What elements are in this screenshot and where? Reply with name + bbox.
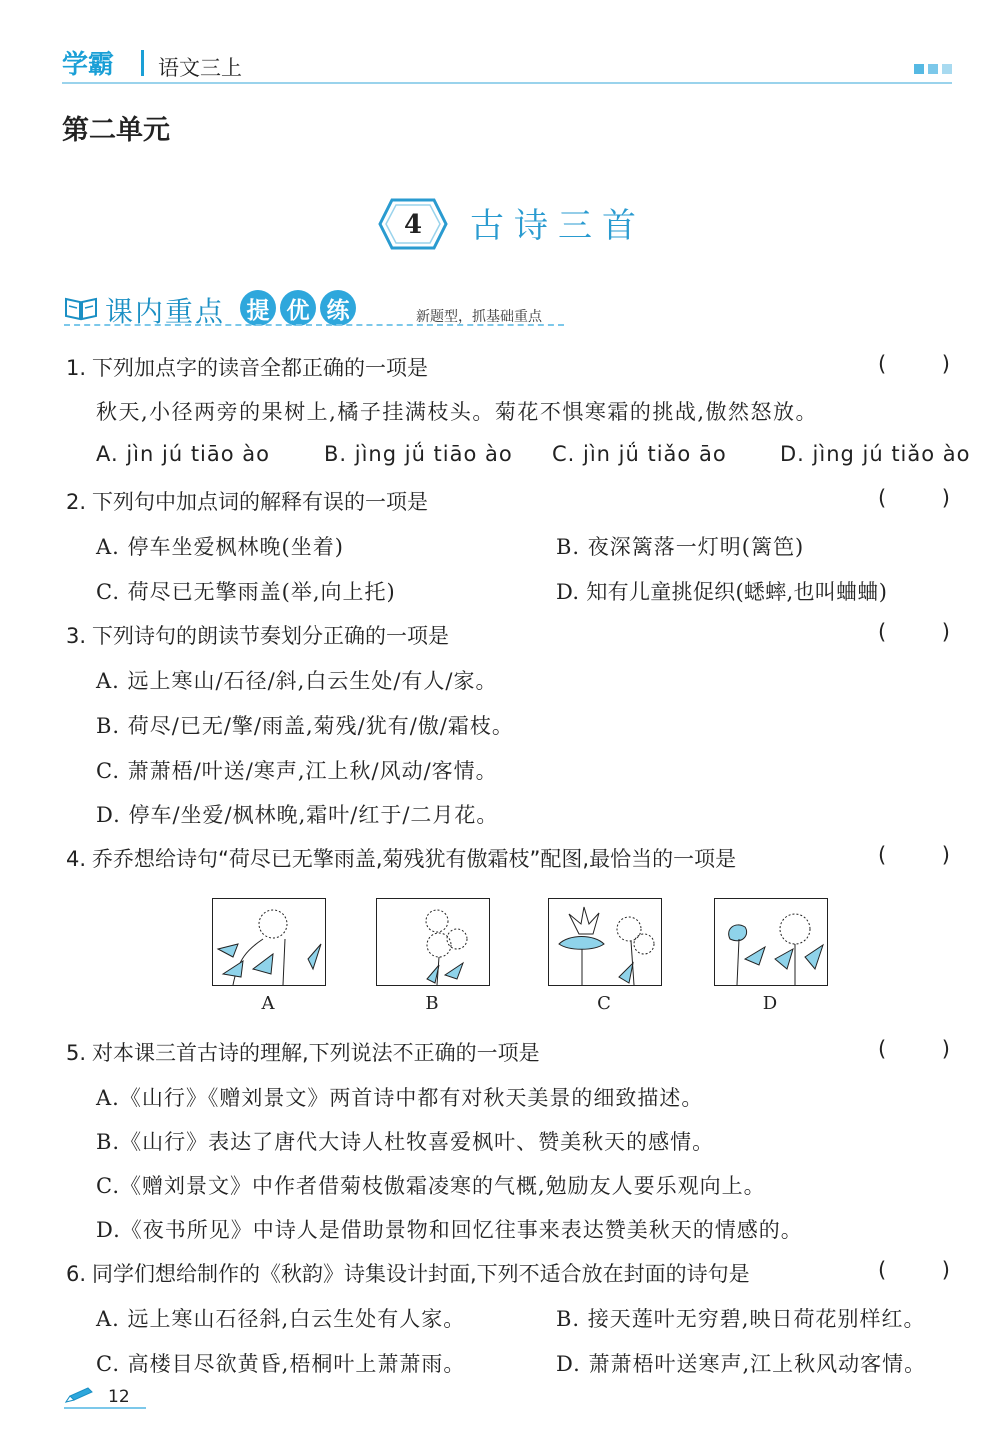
question-1 bbox=[66, 352, 428, 382]
illustration-a[interactable] bbox=[212, 898, 326, 986]
header-divider bbox=[62, 82, 952, 84]
answer-blank[interactable]: ( ) bbox=[878, 1258, 950, 1282]
header-decoration bbox=[914, 64, 952, 74]
option-d[interactable]: D. 知有儿童挑促织(蟋蟀,也叫蛐蛐) bbox=[556, 580, 888, 604]
question-text: 下列加点字的读音全都正确的一项是 bbox=[92, 356, 428, 380]
option-b[interactable]: B. 接天莲叶无穷碧,映日荷花别样红。 bbox=[556, 1307, 926, 1331]
option-a[interactable]: A. 停车坐爱枫林晚(坐着) bbox=[96, 535, 344, 559]
question-4 bbox=[66, 843, 736, 873]
option-d[interactable]: D. 停车/坐爱/枫林晚,霜叶/红于/二月花。 bbox=[96, 803, 499, 827]
section-tag: 新题型，抓基础重点 bbox=[416, 309, 542, 325]
answer-blank[interactable]: ( ) bbox=[878, 352, 950, 376]
question-number: 1. bbox=[66, 356, 87, 380]
illustration-label-d: D bbox=[762, 993, 778, 1014]
question-number: 3. bbox=[66, 624, 87, 648]
question-number: 4. bbox=[66, 847, 87, 871]
question-6 bbox=[66, 1258, 750, 1288]
option-c[interactable]: C. 荷尽已无擎雨盖(举,向上托) bbox=[96, 580, 396, 604]
answer-blank[interactable]: ( ) bbox=[878, 843, 950, 867]
section-badge: 练 bbox=[320, 290, 356, 326]
question-text: 同学们想给制作的《秋韵》诗集设计封面,下列不适合放在封面的诗句是 bbox=[92, 1262, 750, 1286]
lesson-number: 4 bbox=[403, 210, 423, 240]
question-5 bbox=[66, 1037, 540, 1067]
option-d[interactable]: D. jìng jú tiǎo ào bbox=[780, 442, 971, 466]
answer-blank[interactable]: ( ) bbox=[878, 1037, 950, 1061]
pencil-icon bbox=[64, 1386, 96, 1408]
answer-blank[interactable]: ( ) bbox=[878, 486, 950, 510]
option-a[interactable]: A. jìn jú tiāo ào bbox=[96, 442, 270, 466]
unit-title: 第二单元 bbox=[62, 115, 170, 146]
illustration-c[interactable] bbox=[548, 898, 662, 986]
option-d[interactable]: D. 萧萧梧叶送寒声,江上秋风动客情。 bbox=[556, 1352, 927, 1376]
option-a[interactable]: A.《山行》《赠刘景文》两首诗中都有对秋天美景的细致描述。 bbox=[96, 1086, 704, 1110]
question-number: 2. bbox=[66, 490, 87, 514]
subject-label: 语文三上 bbox=[158, 56, 242, 80]
question-2 bbox=[66, 486, 428, 516]
question-text: 下列诗句的朗读节奏划分正确的一项是 bbox=[92, 624, 449, 648]
brand-logo: 学霸 bbox=[62, 50, 115, 80]
answer-blank[interactable]: ( ) bbox=[878, 620, 950, 644]
section-badge: 提 bbox=[240, 290, 276, 326]
illustration-label-b: B bbox=[425, 993, 439, 1014]
question-number: 5. bbox=[66, 1041, 87, 1065]
illustration-d[interactable] bbox=[714, 898, 828, 986]
option-b[interactable]: B. 夜深篱落一灯明(篱笆) bbox=[556, 535, 805, 559]
option-a[interactable]: A. 远上寒山石径斜,白云生处有人家。 bbox=[96, 1307, 466, 1331]
question-text: 乔乔想给诗句“荷尽已无擎雨盖,菊残犹有傲霜枝”配图,最恰当的一项是 bbox=[92, 847, 737, 871]
brand-separator bbox=[141, 50, 144, 76]
illustration-label-c: C bbox=[597, 993, 611, 1014]
lesson-title: 古诗三首 bbox=[470, 206, 646, 246]
option-d[interactable]: D.《夜书所见》中诗人是借助景物和回忆往事来表达赞美秋天的情感的。 bbox=[96, 1218, 803, 1242]
option-b[interactable]: B. 荷尽/已无/擎/雨盖,菊残/犹有/傲/霜枝。 bbox=[96, 714, 514, 738]
page-number: 12 bbox=[108, 1387, 130, 1407]
question-text: 下列句中加点词的解释有误的一项是 bbox=[92, 490, 428, 514]
question-number: 6. bbox=[66, 1262, 87, 1286]
option-c[interactable]: C. jìn jǘ tiǎo āo bbox=[552, 442, 727, 466]
option-c[interactable]: C.《赠刘景文》中作者借菊枝傲霜凌寒的气概,勉励友人要乐观向上。 bbox=[96, 1174, 766, 1198]
illustration-label-a: A bbox=[261, 993, 275, 1014]
section-label: 课内重点 bbox=[105, 295, 226, 328]
option-c[interactable]: C. 萧萧梧/叶送/寒声,江上秋/风动/客情。 bbox=[96, 759, 498, 783]
question-passage: 秋天,小径两旁的果树上,橘子挂满枝头。菊花不惧寒霜的挑战,傲然怒放。 bbox=[96, 400, 819, 424]
option-b[interactable]: B.《山行》表达了唐代大诗人杜牧喜爱枫叶、赞美秋天的感情。 bbox=[96, 1130, 715, 1154]
lesson-number-badge bbox=[378, 196, 448, 252]
option-b[interactable]: B. jìng jǘ tiāo ào bbox=[324, 442, 513, 466]
footer-divider bbox=[64, 1407, 146, 1409]
section-badges bbox=[240, 290, 356, 326]
question-text: 对本课三首古诗的理解,下列说法不正确的一项是 bbox=[92, 1041, 540, 1065]
section-badge: 优 bbox=[280, 290, 316, 326]
section-divider bbox=[64, 324, 564, 326]
option-c[interactable]: C. 高楼目尽欲黄昏,梧桐叶上萧萧雨。 bbox=[96, 1352, 466, 1376]
question-3 bbox=[66, 620, 449, 650]
option-a[interactable]: A. 远上寒山/石径/斜,白云生处/有人/家。 bbox=[96, 669, 498, 693]
illustration-b[interactable] bbox=[376, 898, 490, 986]
book-icon bbox=[64, 295, 98, 325]
